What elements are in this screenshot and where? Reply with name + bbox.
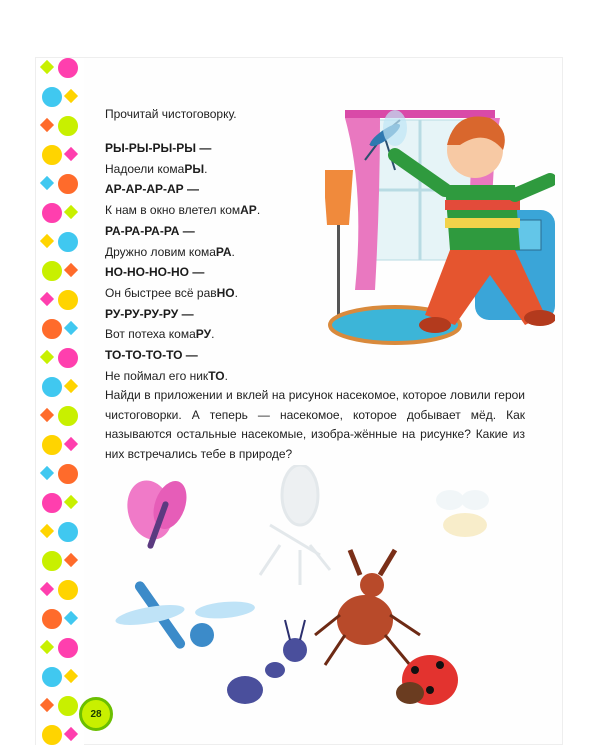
border-dot xyxy=(41,666,63,688)
insects-illustration xyxy=(110,465,530,725)
rhyme-ending: ТО xyxy=(208,368,225,383)
rhyme-intro: Прочитай чистоговорку. xyxy=(105,107,237,121)
mosquito-icon xyxy=(260,465,330,585)
rhyme-ending: РУ xyxy=(195,327,212,342)
rhyme-line xyxy=(105,366,335,387)
border-dot xyxy=(41,318,63,340)
rhyme-text: Он быстрее всё рав xyxy=(105,285,217,300)
boy-room-illustration xyxy=(325,100,555,350)
bee-icon xyxy=(436,490,489,537)
dragonfly-icon xyxy=(114,579,255,650)
rhyme-line xyxy=(105,179,335,200)
rhyme-line xyxy=(105,262,335,283)
border-dot xyxy=(41,202,63,224)
rhyme-punct: . xyxy=(256,203,261,218)
rhyme-chant: РЫ-РЫ-РЫ-РЫ — xyxy=(105,141,212,155)
border-pattern-icon xyxy=(36,58,84,748)
border-dot xyxy=(41,724,63,746)
rhyme-chant: НО-НО-НО-НО — xyxy=(105,265,205,280)
rhyme-line xyxy=(105,200,335,221)
rhyme-ending: РА xyxy=(215,244,232,259)
border-dot xyxy=(57,115,79,137)
rhyme-line xyxy=(105,283,335,304)
rhyme-text: Надоели кома xyxy=(105,161,185,176)
border-dot xyxy=(57,521,79,543)
rhyme-chant: ТО-ТО-ТО-ТО — xyxy=(105,348,198,363)
rhyme-ending: АР xyxy=(240,203,257,218)
border-dot xyxy=(41,144,63,166)
border-dot xyxy=(57,405,79,427)
border-dot xyxy=(57,347,79,369)
border-dot xyxy=(57,58,79,79)
border-dot xyxy=(41,86,63,108)
border-dot xyxy=(41,434,63,456)
task-text: Найди в приложении и вклей на рисунок насекомое, которое ловили герои чистоговорки. А теперь — насекомое, которое добывает мёд. Как называются остальные насекомые, изобра-жённые на рисунке? Какие из них встречались тебе в природе? xyxy=(105,388,525,461)
border-dot xyxy=(57,579,79,601)
border-dot xyxy=(41,608,63,630)
rhyme-punct: . xyxy=(224,368,228,383)
border-dot xyxy=(41,492,63,514)
border-dot xyxy=(41,550,63,572)
rhyme-text: К нам в окно влетел ком xyxy=(105,203,241,218)
border-dot xyxy=(41,260,63,282)
tongue-twister xyxy=(105,138,335,386)
rhyme-line xyxy=(105,159,335,180)
rhyme-line xyxy=(105,242,335,263)
decorative-border xyxy=(36,58,84,748)
rhyme-line xyxy=(105,221,335,242)
rhyme-ending: РЫ xyxy=(184,161,205,176)
rhyme-line xyxy=(105,138,335,159)
rhyme-punct: . xyxy=(211,327,215,342)
rhyme-punct: . xyxy=(231,244,235,259)
border-dot xyxy=(41,376,63,398)
butterfly-icon xyxy=(121,475,193,549)
border-dot xyxy=(57,695,79,717)
rhyme-chant: РА-РА-РА-РА — xyxy=(105,223,195,238)
border-dot xyxy=(57,173,79,195)
border-dot xyxy=(57,289,79,311)
rhyme-line xyxy=(105,324,335,345)
rhyme-text: Не поймал его ник xyxy=(105,368,209,383)
rhyme-punct: . xyxy=(204,161,208,176)
rhyme-chant: АР-АР-АР-АР — xyxy=(105,182,200,197)
ant-icon xyxy=(227,620,307,704)
border-dot xyxy=(57,231,79,253)
rhyme-line xyxy=(105,304,335,325)
rhyme-line xyxy=(105,345,335,366)
page-number: 28 xyxy=(79,697,113,731)
rhyme-punct: . xyxy=(234,285,238,300)
ladybug-icon xyxy=(396,655,458,705)
rhyme-text: Дружно ловим кома xyxy=(105,244,216,259)
beetle-icon xyxy=(315,550,420,665)
rhyme-ending: НО xyxy=(216,285,235,300)
border-dot xyxy=(57,463,79,485)
border-dot xyxy=(57,637,79,659)
rhyme-chant: РУ-РУ-РУ-РУ — xyxy=(105,306,194,321)
rhyme-text: Вот потеха кома xyxy=(105,327,196,342)
